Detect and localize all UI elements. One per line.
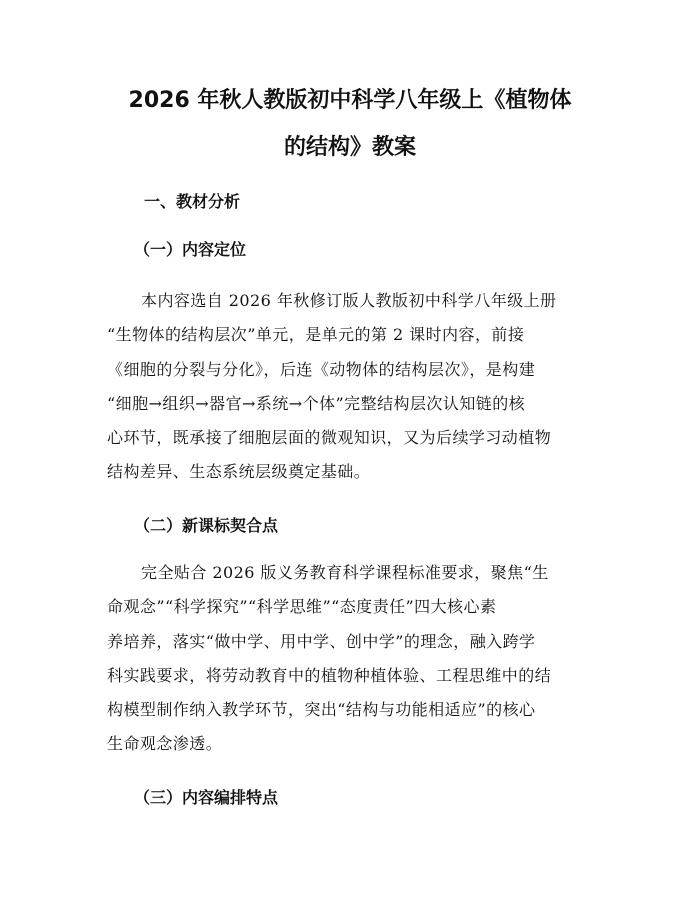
section-heading-textbook-analysis: 一、教材分析 [144,192,241,211]
paragraph-line: 命观念”“科学探究”“科学思维”“态度责任”四大核心素 [107,597,497,617]
paragraph-line: 养培养，落实“做中学、用中学、创中学”的理念，融入跨学 [107,631,536,651]
paragraph-line: 完全贴合 2026 版义务教育科学课程标准要求，聚焦“生 [141,563,549,582]
paragraph-line: “细胞→组织→器官→系统→个体”完整结构层次认知链的核 [107,393,526,413]
subsection-heading-curriculum-alignment: （二）新课标契合点 [134,516,279,535]
paragraph-line: 本内容选自 2026 年秋修订版人教版初中科学八年级上册 [141,291,557,310]
document-title-line-2: 的结构》教案 [283,135,416,160]
paragraph-line: 生命观念渗透。 [107,734,223,754]
paragraph-content-positioning [107,284,607,490]
document-title-line-1: 2026 年秋人教版初中科学八年级上《植物体 [128,88,572,113]
paragraph-line: 结构差异、生态系统层级奠定基础。 [107,462,371,482]
subsection-heading-content-positioning: （一）内容定位 [134,240,247,259]
subsection-heading-content-arrangement: （三）内容编排特点 [134,788,279,807]
paragraph-line: 科实践要求，将劳动教育中的植物种植体验、工程思维中的结 [107,665,552,685]
paragraph-line: 构模型制作纳入教学环节，突出“结构与功能相适应”的核心 [107,700,536,720]
paragraph-line: 《细胞的分裂与分化》，后连《动物体的结构层次》，是构建 [107,359,536,379]
paragraph-curriculum-alignment [107,556,607,762]
paragraph-line: 心环节，既承接了细胞层面的微观知识，又为后续学习动植物 [107,428,552,448]
paragraph-line: “生物体的结构层次”单元，是单元的第 2 课时内容，前接 [107,325,525,345]
